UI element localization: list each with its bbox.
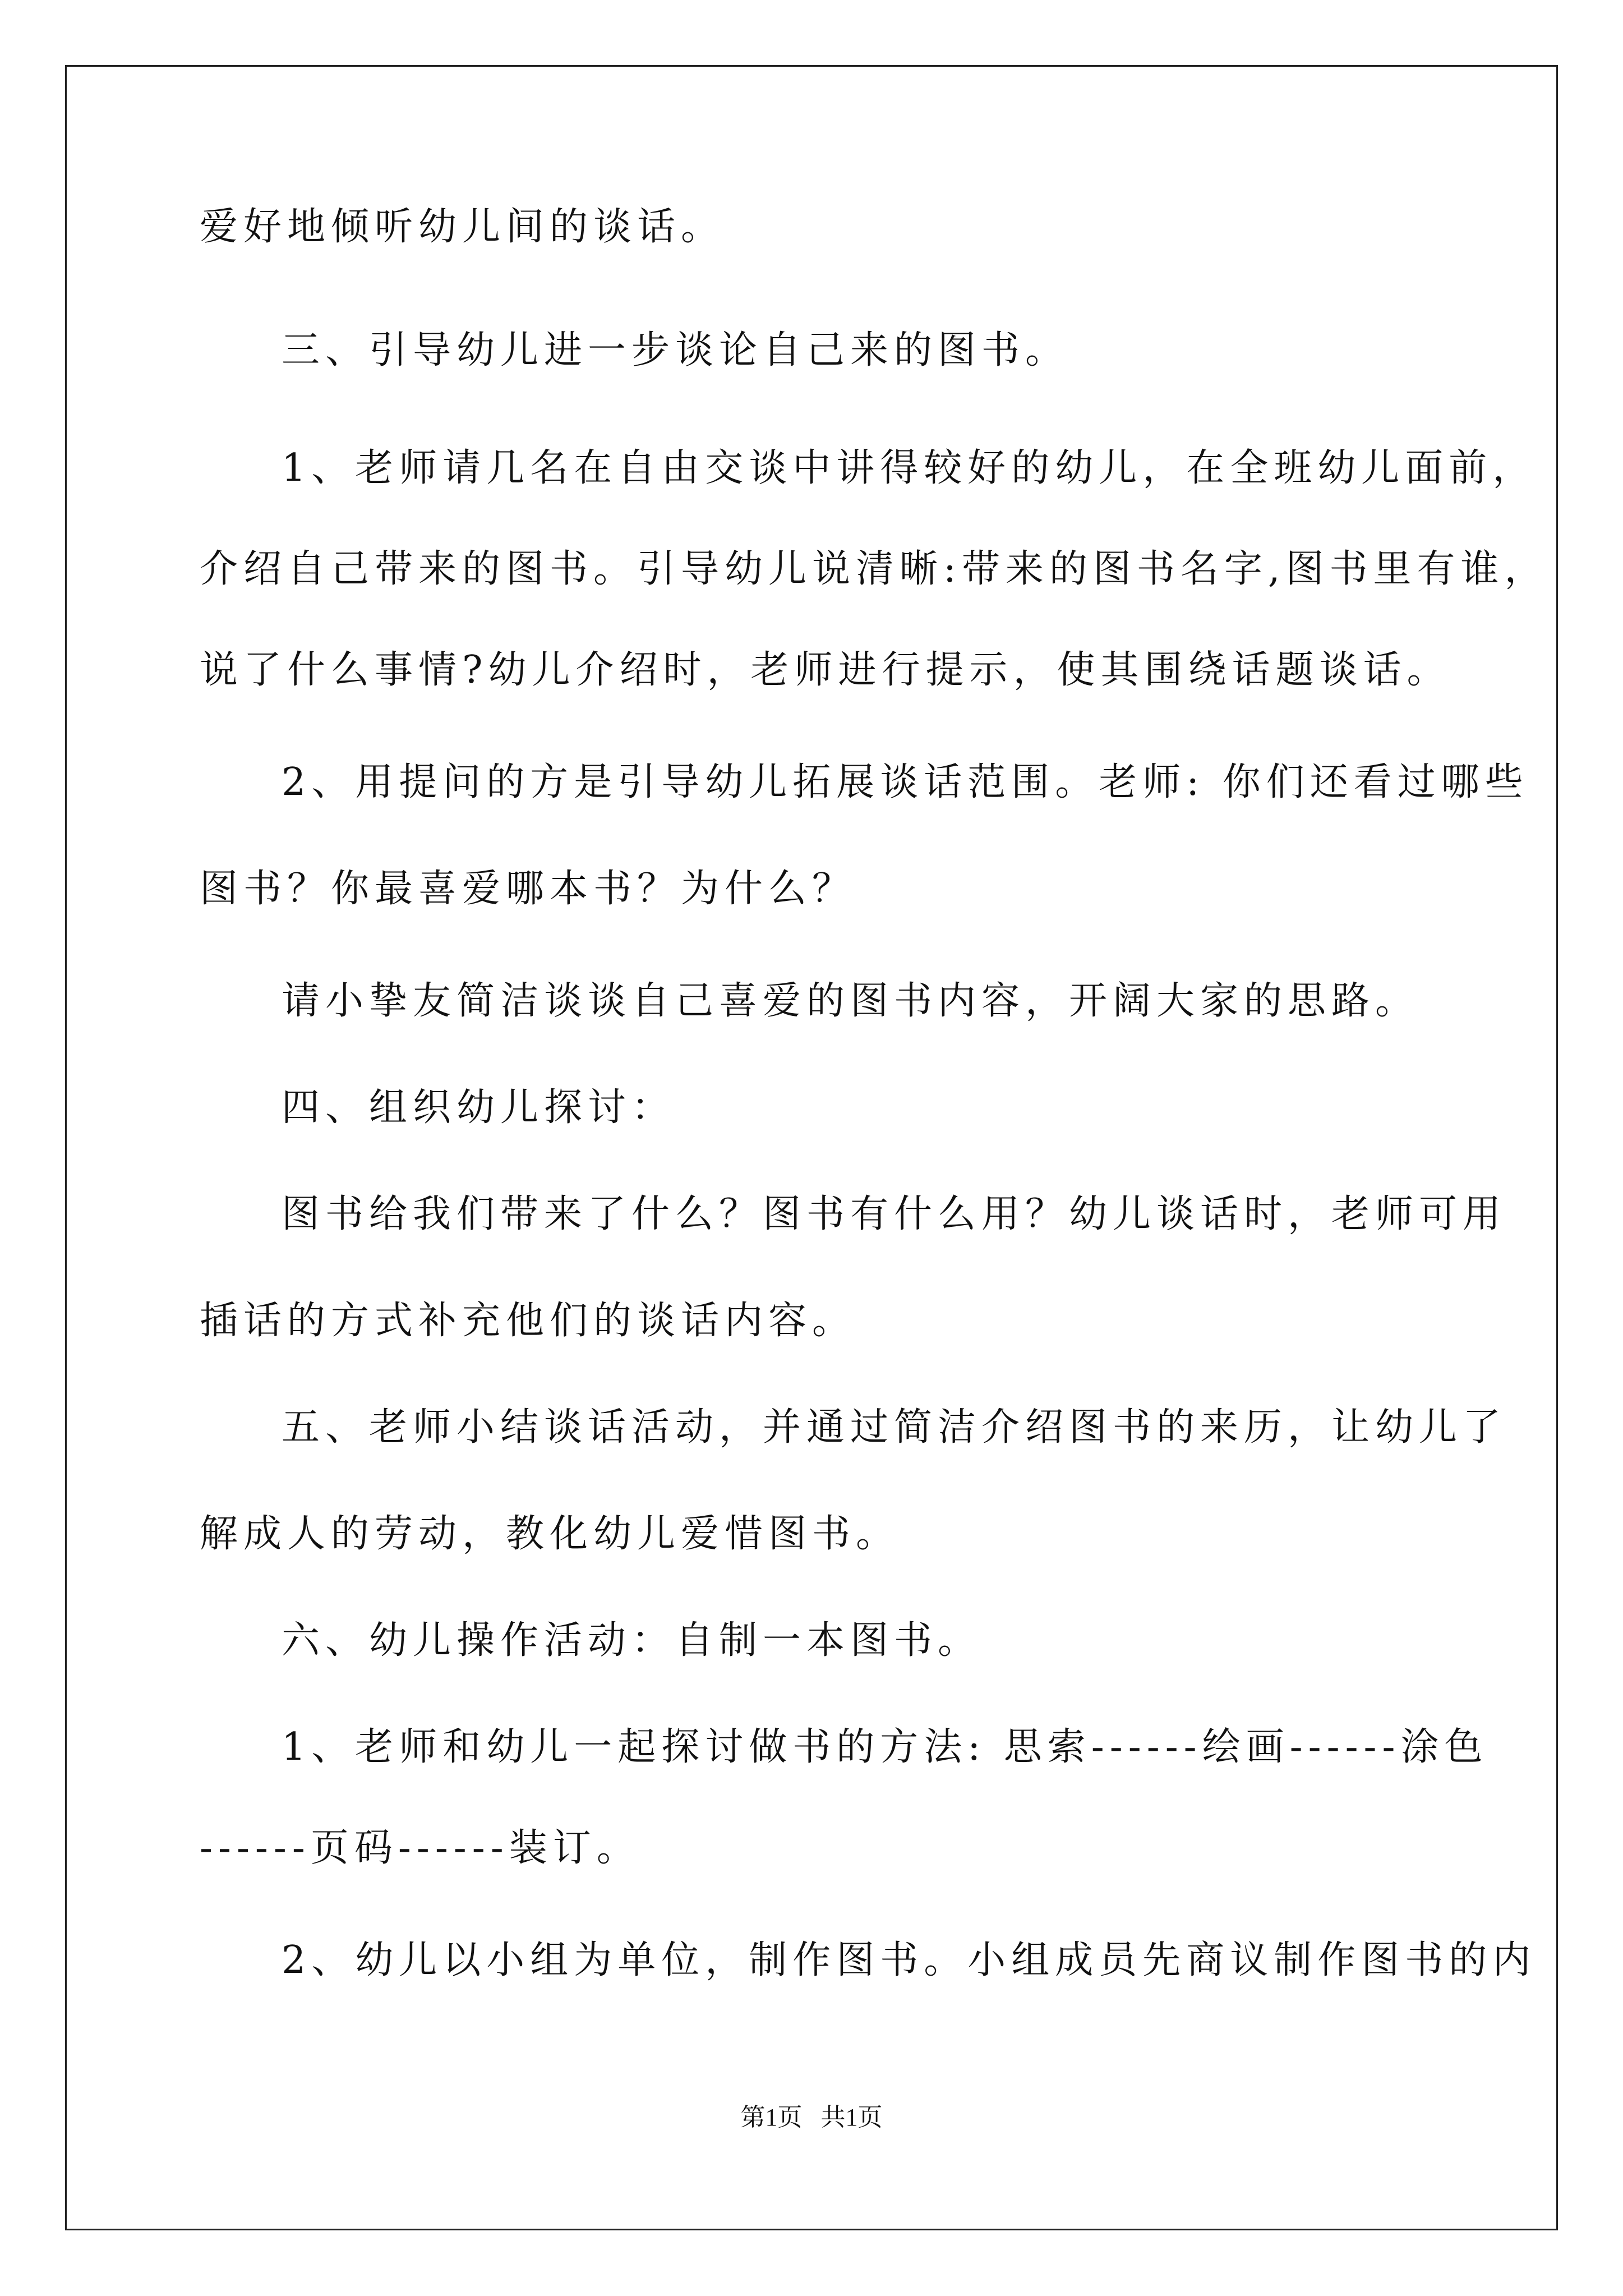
text-line-8: 请小挚友简洁谈谈自己喜爱的图书内容，开阔大家的思路。 (282, 979, 1419, 1023)
text-line-5: 说了什么事情?幼儿介绍时，老师进行提示，使其围绕话题谈话。 (200, 648, 1451, 692)
text-line-3: 1、老师请几名在自由交谈中讲得较好的幼儿，在全班幼儿面前， (282, 446, 1537, 490)
text-line-11: 插话的方式补充他们的谈话内容。 (200, 1299, 856, 1343)
text-line-4: 介绍自己带来的图书。引导幼儿说清晰:带来的图书名字,图书里有谁， (200, 547, 1548, 591)
text-line-9: 四、组织幼儿探讨： (282, 1085, 676, 1130)
text-line-10: 图书给我们带来了什么？图书有什么用？幼儿谈话时，老师可用 (282, 1192, 1507, 1236)
text-line-16: ------页码------装订。 (200, 1826, 640, 1870)
text-line-7: 图书？你最喜爱哪本书？为什么？ (200, 867, 856, 911)
text-line-14: 六、幼儿操作活动：自制一本图书。 (282, 1618, 982, 1663)
text-line-17: 2、幼儿以小组为单位，制作图书。小组成员先商议制作图书的内 (282, 1938, 1537, 1982)
text-line-2: 三、引导幼儿进一步谈论自己来的图书。 (282, 328, 1069, 372)
text-line-12: 五、老师小结谈话活动，并通过简洁介绍图书的来历，让幼儿了 (282, 1405, 1507, 1450)
text-line-15: 1、老师和幼儿一起探讨做书的方法: 思索------绘画------涂色 (282, 1725, 1488, 1769)
page-border (65, 65, 1558, 2230)
text-line-13: 解成人的劳动，教化幼儿爱惜图书。 (200, 1512, 900, 1556)
text-line-6: 2、用提问的方是引导幼儿拓展谈话范围。老师: 你们还看过哪些 (282, 760, 1529, 804)
text-line-1: 爱好地倾听幼儿间的谈话。 (200, 205, 725, 249)
page-number-footer: 第1页 共1页 (740, 2104, 883, 2131)
